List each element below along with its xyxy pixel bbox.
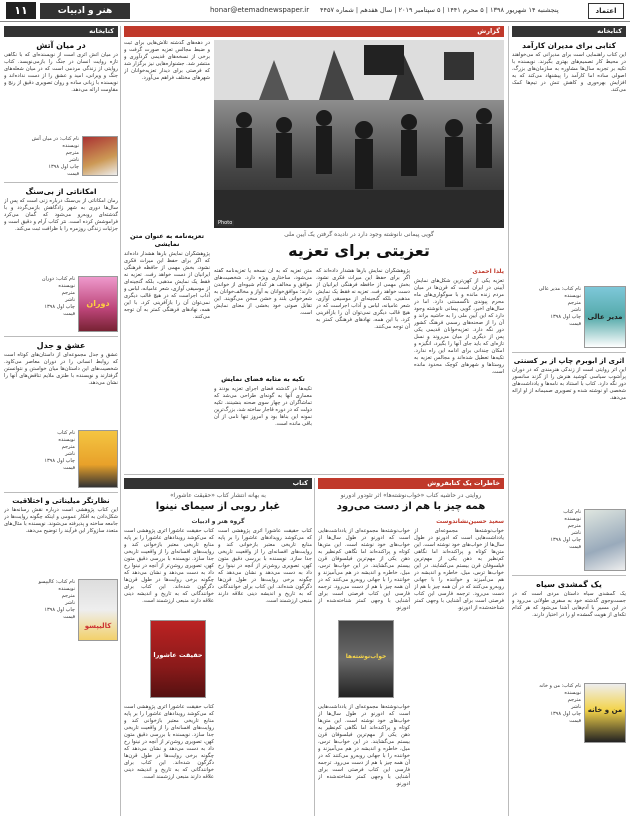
book-title: امکاناتی از بی‌سنگ [25,187,97,196]
book-info-block [4,136,118,178]
left-book-column [4,26,118,816]
bottom-left-body-3: کتاب حقیقت عاشورا اثری پژوهشی است که می‌کوشد رویدادهای عاشورا را بر پایه منابع تاریخی معتبر بازخوانی کند و روایت‌های افسانه‌ای را از واقعیت تاریخی جدا سازد. نویسنده با بررسی دقیق متون کهن، تصویری روشن‌تر از آنچه در نینوا رخ داد به دست می‌دهد و نشان می‌دهد که چگونه برخی روایت‌ها در طول قرن‌ها دگرگون شده‌اند. این کتاب برای خوانندگانی که به تاریخ و اندیشه دینی علاقه دارند منبعی ارزشمند است. [124,704,214,780]
book-review-text: این کتاب راهنمایی است برای مدیرانی که می‌خواهند در محیط کار تصمیم‌های بهتری بگیرند. نویسنده با تکیه بر تجربه سال‌ها مشاوره به سازمان‌های بزرگ، اصولی ساده اما کارآمد را پیشنهاد می‌کند که به افزایش بهره‌وری و کاهش تنش در تیم‌ها کمک می‌کند. [512,52,626,93]
left-column-label: کتابخانه [4,26,118,37]
book-info: نام کتاب: دوران نویسنده مترجم ناشر چاپ اول ۱۳۹۸ قیمت [41,276,75,317]
book-review-text: رمان امکاناتی از بی‌سنگ درباره زنی است که پس از سال‌ها دوری به شهر زادگاهش بازمی‌گردد و با گذشته‌ای روبه‌رو می‌شود که گمان می‌کرد فراموشش کرده است. نثر کتاب آرام و دقیق است و جزئیات زندگی روزمره را با ظرافت ثبت می‌کند. [4,198,118,232]
crowd-illustration [214,40,504,228]
book-info-block [4,579,118,641]
book-cover-image [82,136,118,176]
book-info: نام کتاب: من و خانه نویسنده مترجم ناشر چاپ اول ۱۳۹۸ قیمت [539,683,581,724]
article-body-col3-wrap [214,268,312,470]
section-title: هنر و ادبیات [40,3,130,19]
book-cover-image: دوران [78,276,118,332]
article-body-col3: متن تعزیه که به آن نسخه یا تعزیه‌نامه گفته می‌شود، ساختاری ویژه دارد. شخصیت‌های موافق و مخالف هر کدام شیوه‌ای از خواندن دارند؛ موافق‌خوانان به آواز و مخالف‌خوانان به شعرخوانی بلند و خشن سخن می‌گویند. این تقابل صوتی خود بخشی از معنای نمایش است. [214,268,312,316]
bottom-left-kicker: به بهانه انتشار کتاب «حقیقت عاشورا» [170,492,266,499]
article-body-col2: پژوهشگران نمایش بارها هشدار داده‌اند که اگر برای حفظ این میراث فکری نشود، بخش مهمی از حافظه فرهنگی ایرانیان از دست خواهد رفت. تعزیه نه فقط یک نمایش مذهبی، بلکه گنجینه‌ای از موسیقی آوازی، شعر عامیانه، لباس و آداب اجراست که در هیچ قالب دیگری نمی‌توان آن را بازآفرینی کرد. با این همه، نهادهای فرهنگی کمتر به آن توجه می‌کنند. [316,268,410,330]
article-kicker: گویی پیمانی نانوشته وجود دارد در نادیده گرفتن یک آیین ملی [284,231,434,238]
book-title: کتابی برای مدیران کارآمد [522,41,616,50]
book-review-text: عشق و جدل مجموعه‌ای از داستان‌های کوتاه است که روابط انسانی را در دوران معاصر می‌کاود. شخصیت‌های این داستان‌ها میان خواستن و نتوانستن گرفتارند و نویسنده با طنزی ملایم تناقض‌های آنها را نشان می‌دهد. [4,352,118,386]
dateline: پنجشنبه ۱۴ شهریور ۱۳۹۸ | ۵ محرم ۱۴۴۱ | ۵ سپتامبر ۲۰۱۹ | سال هفدهم | شماره ۴۴۵۷ [320,6,559,14]
newspaper-logo: اعتماد [588,3,624,19]
bottom-right-headline: همه چیز با هم از دست می‌رود [336,501,486,512]
bottom-left-label: کتاب [124,478,312,489]
article-headline: تعزیتی برای تعزیه [288,241,430,260]
article-body-col4: پژوهشگران نمایش بارها هشدار داده‌اند که اگر برای حفظ این میراث فکری نشود، بخش مهمی از حافظه فرهنگی ایرانیان از دست خواهد رفت. تعزیه نه فقط یک نمایش مذهبی، بلکه گنجینه‌ای از موسیقی آوازی، شعر عامیانه، لباس و آداب اجراست که در هیچ قالب دیگری نمی‌توان آن را بازآفرینی کرد. با این همه، نهادهای فرهنگی کمتر به آن توجه می‌کنند. [124,251,210,320]
bottom-right-author: سعید حسین‌نشاندوست [436,518,504,525]
book-info-block [512,683,626,743]
book-info-block [512,509,626,571]
bottom-left-body-2: کتاب حقیقت عاشورا اثری پژوهشی است که می‌کوشد رویدادهای عاشورا را بر پایه منابع تاریخی معتبر بازخوانی کند و روایت‌های افسانه‌ای را از واقعیت تاریخی جدا سازد. نویسنده با بررسی دقیق متون کهن، تصویری روشن‌تر از آنچه در نینوا رخ داد به دست می‌دهد و نشان می‌دهد که چگونه برخی روایت‌ها در طول قرن‌ها دگرگون شده‌اند. این کتاب برای خوانندگانی که به تاریخ و اندیشه دینی علاقه دارند منبعی ارزشمند است. [124,528,214,604]
column-divider [120,26,121,816]
column-divider [508,26,509,816]
book-cover-image [78,430,118,488]
book-cover-image: کالیپسو [78,579,118,641]
bottom-left-author: گروه هنر و ادبیات [191,518,245,525]
book-cover-image: من و خانه [584,683,626,743]
bottom-right-body-3: خواب‌نوشته‌ها مجموعه‌ای از یادداشت‌هایی است که ادورنو در طول سال‌ها از خواب‌های خود نوشته است. این متن‌ها کوتاه و پراکنده‌اند اما نگاهی کم‌نظیر به ذهن یکی از مهم‌ترین فیلسوفان قرن بیستم می‌گشایند. در این خواب‌ها ترس، میل، خاطره و اندیشه در هم می‌آمیزند و خواننده را با جهانی روبه‌رو می‌کنند که در آن همه چیز با هم از دست می‌رود. ترجمه فارسی این کتاب فرصتی است برای آشنایی با وجهی کمتر شناخته‌شده از ادورنو. [318,704,410,787]
book-title: نظارتگر میلیناتی و اختلاقیت [12,497,110,505]
book-title: یک گمشدی سیاه [536,580,602,589]
book-info-block [4,430,118,488]
page-number: ۱۱ [6,2,36,19]
book-review-text: در میان آتش اثری است از نویسنده‌ای که با نگاهی تازه روایت انسان در جنگ را بازمی‌نویسد. کتاب روایتی از زندگی مردمی است که در میان شعله‌های جنگ و ویرانی، امید و عشق را از دست نداده‌اند و نویسنده با زبانی ساده و روان تصویری دقیق از رنج و مقاومت ارائه می‌دهد. [4,52,118,93]
book-cover-image [584,509,626,571]
article-subheading: تکیه به مثابه فضای نمایش [221,375,305,383]
article-body-col1: تعزیه یکی از کهن‌ترین شکل‌های نمایش آیینی در ایران است که قرن‌ها در میان مردم زنده مانده و با سوگواری‌های ماه محرم پیوندی ناگسستنی دارد. اما در سال‌های اخیر، گویی پیمانی نانوشته وجود دارد که این آیین ملی را به حاشیه براند و آن را از صحنه‌های رسمی فرهنگ کشور دور نگه دارد. تعزیه‌خوانان قدیمی یکی پس از دیگری از میان می‌روند و نسل تازه‌ای که باید جای آنها را بگیرد، انگیزه و امکان چندانی برای ادامه این راه ندارد. تکیه‌ها تعطیل شده‌اند و مجالس تعزیه به روستاها و شهرهای کوچک محدود مانده است. [414,278,504,375]
book-title: عشق و جدل [36,341,86,350]
book-title: اثری از ابوبرم چاپ از بر کسنتی [513,357,625,365]
book-review-text: این اثر روایتی است از زندگی هنرمندی که در دوران پرآشوب سیاسی کوشید هنرش را از گزند سانسور دور نگه دارد. کتاب با استناد به نامه‌ها و یادداشت‌های شخصی او نوشته شده و تصویری صمیمانه از او ارائه می‌دهد. [512,367,626,401]
bottom-right-body-2: خواب‌نوشته‌ها مجموعه‌ای از یادداشت‌هایی است که ادورنو در طول سال‌ها از خواب‌های خود نوشته است. این متن‌ها کوتاه و پراکنده‌اند اما نگاهی کم‌نظیر به ذهن یکی از مهم‌ترین فیلسوفان قرن بیستم می‌گشایند. در این خواب‌ها ترس، میل، خاطره و اندیشه در هم می‌آمیزند و خواننده را با جهانی روبه‌رو می‌کنند که در آن همه چیز با هم از دست می‌رود. ترجمه فارسی این کتاب فرصتی است برای آشنایی با وجهی کمتر شناخته‌شده از ادورنو. [318,528,410,611]
bottom-left-headline: غبار روبی از سیمای نینوا [155,501,281,512]
article-subheading: تعزیه‌نامه به عنوان متن نمایشی [129,232,205,248]
book-info: نام کتاب نویسنده مترجم ناشر چاپ اول ۱۳۹۸ قیمت [44,430,75,471]
photo-credit: Photo [218,220,233,226]
book-cover-hagighat-ashura: حقیقت عاشورا [150,620,206,698]
article-body-continued: در دهه‌های گذشته تلاش‌هایی برای ثبت و ضبط مجالس تعزیه صورت گرفت و برخی از نسخه‌های قدیمی گردآوری و منتشر شد. جشنواره‌هایی نیز برگزار شد که فرصتی برای دیدار تعزیه‌خوانان از شهرهای مختلف فراهم می‌آورد. [124,40,210,81]
bottom-right-body: خواب‌نوشته‌ها مجموعه‌ای از یادداشت‌هایی است که ادورنو در طول سال‌ها از خواب‌های خود نوشته است. این متن‌ها کوتاه و پراکنده‌اند اما نگاهی کم‌نظیر به ذهن یکی از مهم‌ترین فیلسوفان قرن بیستم می‌گشایند. در این خواب‌ها ترس، میل، خاطره و اندیشه در هم می‌آمیزند و خواننده را با جهانی روبه‌رو می‌کنند که در آن همه چیز با هم از دست می‌رود. ترجمه فارسی این کتاب فرصتی است برای آشنایی با وجهی کمتر شناخته‌شده از ادورنو. [414,528,504,611]
section-email[interactable]: honar@etemadnewspaper.ir [210,6,310,14]
book-info-block [512,286,626,348]
book-info: نام کتاب: کالیپسو نویسنده مترجم ناشر چاپ اول ۱۳۹۸ قیمت [38,579,75,620]
book-review-text: یک گمشدی سیاه داستان مردی است که در جست‌وجوی گذشته خود به سفری طولانی می‌رود و در این مسیر با آدم‌هایی آشنا می‌شود که هر کدام تکه‌ای از هویت گمشده او را در اختیار دارند. [512,591,626,618]
book-info-block [4,276,118,332]
book-info: نام کتاب: در میان آتش نویسنده مترجم ناشر چاپ اول ۱۳۹۸ قیمت [31,136,79,177]
report-label: گزارش [124,26,504,37]
book-cover-adorno: خواب‌نوشته‌ها [338,620,394,698]
right-column-label: کتابخانه [512,26,626,37]
article-body-col3b: تکیه‌ها در گذشته فضای اجرای تعزیه بودند و معماری آنها به گونه‌ای طراحی می‌شد که تماشاگران در چهار سوی صحنه بنشینند. تکیه دولت که در دوره قاجار ساخته شد، بزرگ‌ترین نمونه این بناها بود و امروز تنها نامی از آن باقی مانده است. [214,386,312,427]
book-review-text: این کتاب پژوهشی است درباره نقش رسانه‌ها در شکل‌دادن به افکار عمومی و اینکه چگونه روایت‌ها در جامعه ساخته و پذیرفته می‌شوند. نویسنده با مثال‌های متعدد سازوکار این فرآیند را توضیح می‌دهد. [4,507,118,534]
right-book-column [512,26,626,816]
article-author: یلدا احمدی [472,268,504,275]
book-cover-image: مدیر عالی [584,286,626,348]
tazieh-photo [214,40,504,228]
bottom-left-body: کتاب حقیقت عاشورا اثری پژوهشی است که می‌کوشد رویدادهای عاشورا را بر پایه منابع تاریخی معتبر بازخوانی کند و روایت‌های افسانه‌ای را از واقعیت تاریخی جدا سازد. نویسنده با بررسی دقیق متون کهن، تصویری روشن‌تر از آنچه در نینوا رخ داد به دست می‌دهد و نشان می‌دهد که چگونه برخی روایت‌ها در طول قرن‌ها دگرگون شده‌اند. این کتاب برای خوانندگانی که به تاریخ و اندیشه دینی علاقه دارند منبعی ارزشمند است. [218,528,312,604]
bottom-right-kicker: روایتی در حاشیه کتاب «خواب‌نوشته‌ها» اثر تئودور ادورنو [340,492,482,499]
bottom-right-label: خاطرات یک کتابفروش [318,478,504,489]
article-body-col4-wrap [124,232,210,470]
book-info: نام کتاب: مدیر عالی نویسنده مترجم ناشر چاپ اول ۱۳۹۸ قیمت [538,286,581,327]
book-info: نام کتاب نویسنده مترجم ناشر چاپ اول ۱۳۹۸ قیمت [550,509,581,550]
book-title: در میان آتش [36,41,86,50]
